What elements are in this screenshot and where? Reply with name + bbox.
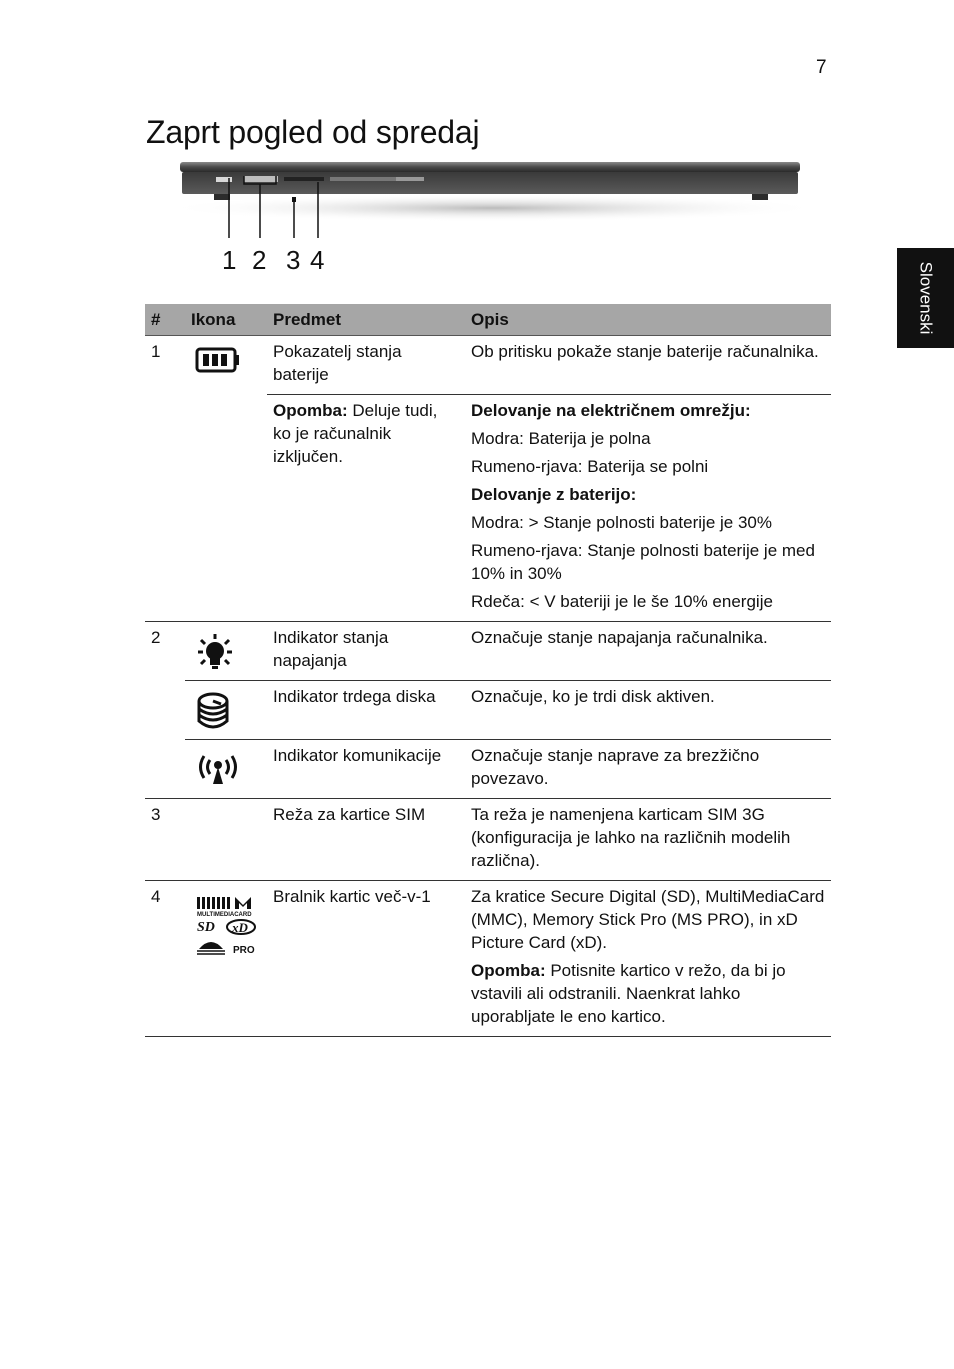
- row-item: Bralnik kartic več-v-1: [267, 881, 465, 1037]
- laptop-base-front: [182, 172, 798, 194]
- logo-pro-text: PRO: [233, 945, 255, 956]
- table-row: [145, 681, 831, 740]
- note-label: Opomba:: [471, 961, 546, 980]
- callout-label-2: 2: [252, 245, 267, 275]
- row-note: [267, 395, 465, 622]
- ac-line-1: Modra: Baterija je polna: [471, 429, 651, 448]
- row-note: [471, 959, 825, 1028]
- table-header-row: [145, 304, 831, 336]
- row-number: 4: [145, 881, 185, 1037]
- battery-line-2: Rumeno-rjava: Stanje polnosti baterije je med 10% in 30%: [471, 541, 815, 583]
- header-description: Opis: [465, 304, 831, 336]
- row-description-cell: [465, 881, 831, 1037]
- row-status-list: [465, 395, 831, 622]
- callout-label-3: 3: [286, 245, 301, 275]
- battery-icon: [195, 346, 241, 374]
- row-icon-cell: [185, 799, 267, 881]
- card-logos: [396, 177, 424, 181]
- header-number: #: [145, 304, 185, 336]
- row-description: Označuje, ko je trdi disk aktiven.: [465, 681, 831, 740]
- battery-line-1: Modra: > Stanje polnosti baterije je 30%: [471, 513, 772, 532]
- ac-line-2: Rumeno-rjava: Baterija se polni: [471, 457, 709, 476]
- row-icon-cell: [185, 681, 267, 740]
- card-reader-logos-icon: [195, 891, 261, 957]
- language-side-tab: [897, 248, 954, 348]
- table-row: [145, 336, 831, 395]
- callout-label-1: 1: [222, 245, 237, 275]
- row-item: Indikator komunikacije: [267, 740, 465, 799]
- side-tab-label: Slovenski: [916, 261, 936, 335]
- row-description: Ta reža je namenjena karticam SIM 3G (konfiguracija je lahko na različnih modelih različna).: [465, 799, 831, 881]
- callout-label-4: 4: [310, 245, 325, 275]
- laptop-front-view-figure: [168, 156, 818, 281]
- row-description: Označuje stanje napajanja računalnika.: [465, 622, 831, 681]
- table-row: [145, 799, 831, 881]
- row-number: 2: [145, 622, 185, 799]
- logo-sd-text: SD: [197, 920, 215, 935]
- row-description: Ob pritisku pokaže stanje baterije računalnika.: [471, 342, 819, 361]
- ac-heading: Delovanje na električnem omrežju:: [471, 401, 751, 420]
- row-item: Reža za kartice SIM: [267, 799, 465, 881]
- laptop-lid-edge: [180, 162, 800, 172]
- battery-line-3: Rdeča: < V bateriji je le še 10% energije: [471, 592, 773, 611]
- row-icon-cell: [185, 622, 267, 681]
- power-bulb-icon: [195, 632, 235, 672]
- callout-marker-3: [292, 197, 296, 202]
- note-text: Potisnite kartico v režo, da bi jo vstavili ali odstranili. Naenkrat lahko uporabljate le eno kartico.: [471, 961, 786, 1026]
- battery-heading: Delovanje z baterijo:: [471, 485, 637, 504]
- laptop-foot-right: [752, 194, 768, 200]
- logo-xd-text: xD: [232, 920, 248, 935]
- row-number: 1: [151, 342, 161, 361]
- row-item: Indikator trdega diska: [267, 681, 465, 740]
- header-item: Predmet: [267, 304, 465, 336]
- sim-slot: [284, 177, 324, 181]
- table-row: [145, 740, 831, 799]
- note-text: Deluje tudi, ko je računalnik izključen.: [273, 401, 438, 466]
- row-description: Za kratice Secure Digital (SD), MultiMediaCard (MMC), Memory Stick Pro (MS PRO), in xD Picture Card (xD).: [471, 887, 825, 952]
- header-icon: Ikona: [185, 304, 267, 336]
- wireless-antenna-icon: [195, 750, 241, 788]
- page-title: Zaprt pogled od spredaj: [146, 114, 480, 150]
- row-item: Indikator stanja napajanja: [267, 622, 465, 681]
- table-row: [145, 881, 831, 1037]
- hard-disk-icon: [195, 691, 231, 731]
- card-reader-slot: [330, 177, 396, 181]
- front-view-spec-table: [145, 304, 831, 1037]
- row-icon-cell: [185, 336, 267, 622]
- row-icon-cell: [185, 881, 267, 1037]
- logo-mmc-text: MULTIMEDIACARD: [197, 912, 252, 918]
- row-number: 3: [145, 799, 185, 881]
- row-item: Pokazatelj stanja baterije: [273, 342, 402, 384]
- status-indicators: [244, 176, 278, 182]
- note-label: Opomba:: [273, 401, 348, 420]
- table-row: [145, 622, 831, 681]
- laptop-shadow: [168, 194, 818, 222]
- row-description: Označuje stanje naprave za brezžično povezavo.: [465, 740, 831, 799]
- laptop-foot-left: [214, 194, 230, 200]
- row-icon-cell: [185, 740, 267, 799]
- page-number: 7: [816, 57, 827, 78]
